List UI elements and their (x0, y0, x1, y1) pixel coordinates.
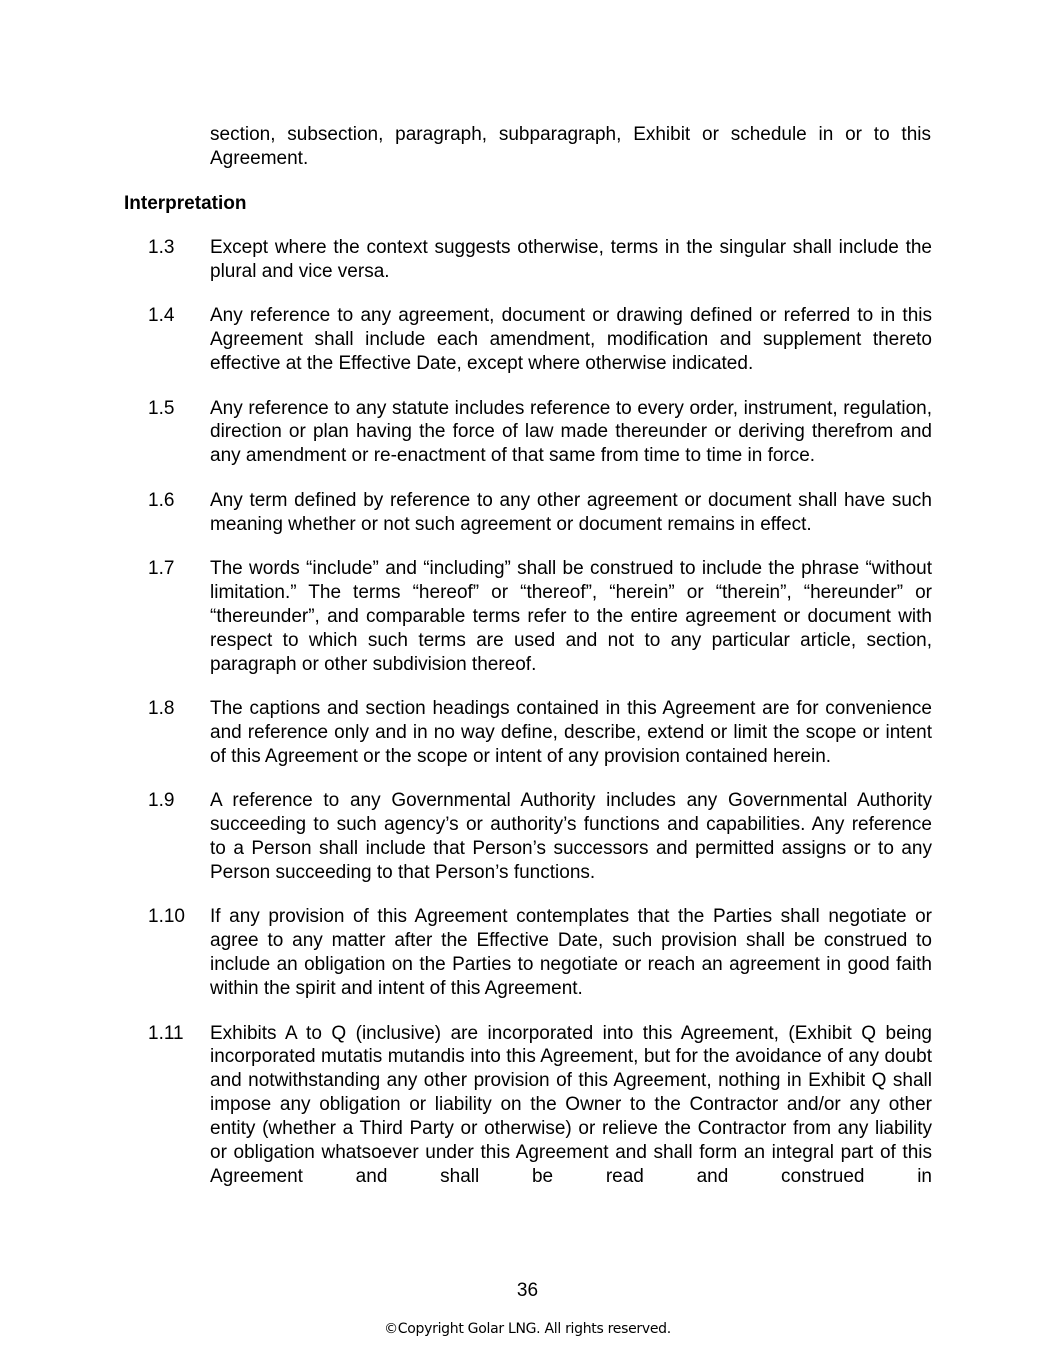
clause-number: 1.6 (148, 489, 175, 511)
clause-number: 1.3 (148, 237, 175, 258)
clause (124, 789, 932, 885)
clause-number: 1.11 (148, 1022, 184, 1044)
clause-number: 1.5 (148, 397, 175, 419)
clause (124, 236, 932, 284)
clause-number: 1.7 (148, 558, 175, 580)
clause (124, 697, 932, 769)
clause-text: The words “include” and “including” shall be construed to include the phrase “without limitation.” The terms “hereof” or “thereof”, “herein” or “therein”, “hereunder” or “thereunder”, and comparable terms refer to the entire agreement or document with respect to which such terms are used and not to any particular article, section, paragraph or other subdivision thereof. (210, 558, 932, 675)
clause-number: 1.8 (148, 698, 175, 720)
clause (124, 304, 932, 376)
clause (124, 489, 932, 537)
clause (124, 557, 932, 677)
clause-text: Any reference to any statute includes reference to every order, instrument, regulation, direction or plan having the force of law made thereunder or deriving therefrom and any amendment or re-enactment of that same from time to time in force. (210, 397, 932, 467)
clause-number: 1.9 (148, 790, 175, 812)
clause (124, 1022, 932, 1189)
clause (124, 905, 932, 1001)
clause (124, 397, 932, 469)
clause-text: Any term defined by reference to any other agreement or document shall have such meaning whether or not such agreement or document remains in effect. (210, 489, 932, 535)
clause-text: Except where the context suggests otherwise, terms in the singular shall include the plural and vice versa. (210, 237, 932, 282)
clause-text: Any reference to any agreement, document or drawing defined or referred to in this Agreement shall include each amendment, modification and supplement thereto effective at the Effective Date, except where otherwise indicated. (210, 305, 932, 375)
clause-number: 1.4 (148, 305, 175, 327)
clause-text: The captions and section headings contained in this Agreement are for convenience and reference only and in no way define, describe, extend or limit the scope or intent of this Agreement or the scope or intent of any provision contained herein. (210, 698, 932, 767)
page-number: 36 (516, 1280, 539, 1301)
continuation-paragraph: section, subsection, paragraph, subparagraph, Exhibit or schedule in or to this Agreement. (210, 124, 931, 169)
clause-number: 1.10 (148, 906, 185, 928)
clause-text: If any provision of this Agreement contemplates that the Parties shall negotiate or agree to any matter after the Effective Date, such provision shall be construed to include an obligation on the Parties to negotiate or reach an agreement in good faith within the spirit and intent of this Agreement. (210, 906, 932, 1000)
section-heading: Interpretation (124, 193, 247, 214)
copyright-notice: ©Copyright Golar LNG. All rights reserved. (384, 1321, 671, 1337)
clause-text: A reference to any Governmental Authority includes any Governmental Authority succeeding to such agency’s or authority’s functions and capabilities. Any reference to a Person shall include that Person’s successors and permitted assigns or to any Person succeeding to that Person’s functions. (210, 790, 932, 884)
clause-text: Exhibits A to Q (inclusive) are incorporated into this Agreement, (Exhibit Q being incorporated mutatis mutandis into this Agreement, but for the avoidance of any doubt and notwithstanding any other provision of this Agreement, nothing in Exhibit Q shall impose any obligation or liability on the Owner to the Contractor and/or any other entity (whether a Third Party or otherwise) or relieve the Contractor from any liability or obligation whatsoever under this Agreement and shall form an integral part of this Agreement and shall be read and construed in (210, 1022, 932, 1187)
clause-list (124, 236, 932, 1209)
